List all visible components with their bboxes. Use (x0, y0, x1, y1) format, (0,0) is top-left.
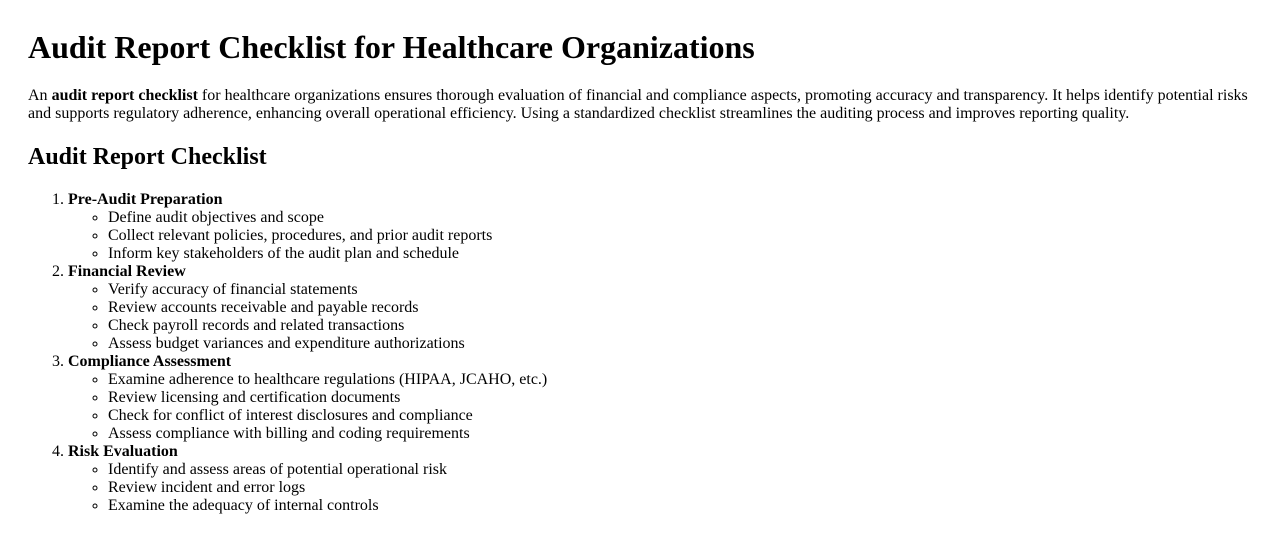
list-item: ◦ Review incident and error logs (108, 479, 1250, 497)
page-title: Audit Report Checklist for Healthcare Organizations (28, 29, 755, 65)
list-item: ◦ Identify and assess areas of potential operational risk (108, 461, 1250, 479)
section-title: Risk Evaluation (68, 443, 178, 460)
list-item: ◦ Inform key stakeholders of the audit plan and schedule (108, 245, 1250, 263)
list-item: ◦ Assess budget variances and expenditure authorizations (108, 335, 1250, 353)
checklist-section (68, 191, 1250, 263)
section-items (68, 209, 1250, 263)
list-item: ◦ Assess compliance with billing and coding requirements (108, 425, 1250, 443)
list-item: ◦ Check payroll records and related transactions (108, 317, 1250, 335)
list-item: ◦ Examine the adequacy of internal controls (108, 497, 1250, 515)
intro-text: for healthcare organizations ensures thorough evaluation of financial and compliance aspects, promoting accuracy and transparency. It helps identify potential risks and supports regulatory adherence, enhancing overall operational efficiency. Using a standardized checklist streamlines the auditing process and improves reporting quality. (28, 87, 1248, 122)
checklist-section (68, 353, 1250, 443)
section-items (68, 281, 1250, 353)
list-item: ◦ Collect relevant policies, procedures, and prior audit reports (108, 227, 1250, 245)
list-item: ◦ Define audit objectives and scope (108, 209, 1250, 227)
checklist (28, 191, 1250, 515)
checklist-section (68, 443, 1250, 515)
section-items (68, 371, 1250, 443)
list-item: ◦ Review accounts receivable and payable records (108, 299, 1250, 317)
section-title: Pre-Audit Preparation (68, 191, 223, 208)
list-item: ◦ Check for conflict of interest disclosures and compliance (108, 407, 1250, 425)
intro-paragraph (28, 87, 1250, 123)
section-title: Compliance Assessment (68, 353, 232, 370)
section-title: Financial Review (68, 263, 186, 280)
checklist-section (68, 263, 1250, 353)
list-item: ◦ Review licensing and certification documents (108, 389, 1250, 407)
section-heading: Audit Report Checklist (28, 144, 267, 170)
list-item: ◦ Verify accuracy of financial statements (108, 281, 1250, 299)
intro-bold: audit report checklist (51, 87, 198, 104)
section-items (68, 461, 1250, 515)
list-item: ◦ Examine adherence to healthcare regulations (HIPAA, JCAHO, etc.) (108, 371, 1250, 389)
intro-text: An (28, 87, 52, 104)
